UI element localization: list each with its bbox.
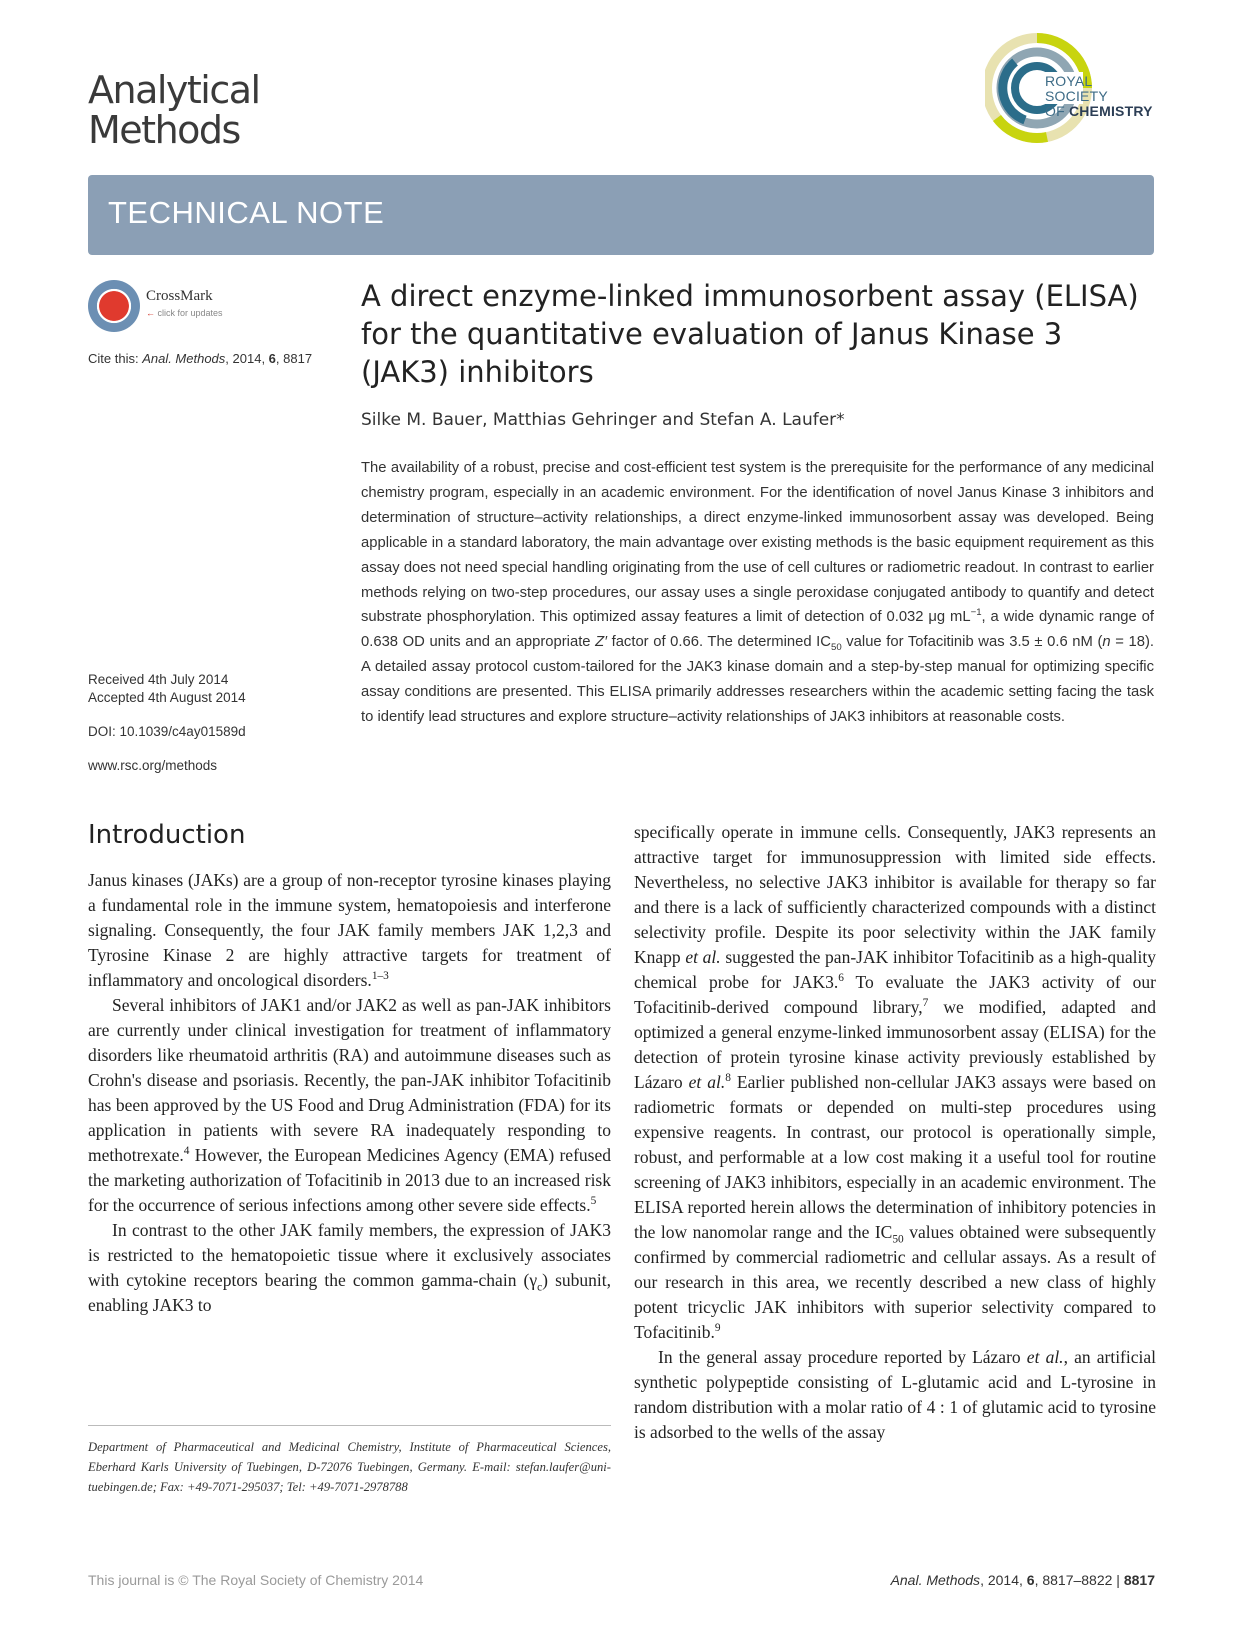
abstract-italic-n: n — [1102, 634, 1111, 651]
cite-prefix: Cite this: — [88, 351, 143, 366]
received-date: Received 4th July 2014 — [88, 672, 229, 687]
cite-year: , 2014, — [225, 351, 269, 366]
footnote-divider — [88, 1425, 611, 1426]
body-column-left — [88, 868, 611, 1318]
para-text: However, the European Medicines Agency (EMA) refused the marketing authorization of Tofacitinib in 2013 due to an increased risk for the occurrence of serious infections among other severe side effects. — [88, 1145, 611, 1215]
citation — [88, 351, 312, 366]
abstract — [361, 456, 1154, 730]
para-text: Several inhibitors of JAK1 and/or JAK2 as well as pan-JAK inhibitors are currently under clinical investigation for treatment of inflammatory disorders like rheumatoid arthritis (RA) and autoimmune diseases such as Crohn's disease and psoriasis. Recently, the pan-JAK inhibitor Tofacitinib has been approved by the US Food and Drug Administration (FDA) for its application in patients with severe RA inadequately responding to methotrexate. — [88, 995, 611, 1165]
section-heading: Introduction — [88, 820, 246, 850]
journal-title — [88, 70, 260, 150]
body-paragraph — [634, 820, 1156, 1345]
para-text: specifically operate in immune cells. Consequently, JAK3 represents an attractive target for immunosuppression with limited side effects. Nevertheless, no selective JAK3 inhibitor is available for therapy so far and there is a lack of sufficiently characterized compounds with a distinct selectivity profile. Despite its poor selectivity within the JAK family Knapp — [634, 822, 1156, 967]
subscript: 50 — [892, 1233, 904, 1246]
cite-page: , 8817 — [275, 351, 313, 366]
para-text: Earlier published non-cellular JAK3 assays were based on radiometric formats or depended on multi-step procedures using expensive reagents. In contrast, our protocol is operationally simple, robust, and performable at a low cost making it a useful tool for routine screening of JAK3 inhibitors, especially in an academic environment. The ELISA reported herein allows the determination of inhibitory potencies in the low nanomolar range and the IC — [634, 1072, 1156, 1242]
abstract-sup: −1 — [970, 607, 982, 619]
ref-citation[interactable]: 1–3 — [371, 970, 389, 983]
para-text: we modified, adapted and optimized a general enzyme-linked immunosorbent assay (ELISA) for the detection of protein tyrosine kinase activity previously established by Lázaro — [634, 997, 1156, 1092]
para-text: Janus kinases (JAKs) are a group of non-receptor tyrosine kinases playing a fundamental role in the immune system, hematopoiesis and interferone signaling. Consequently, the four JAK family members JAK 1,2,3 and Tyrosine Kinase 2 are highly attractive targets for treatment of inflammatory and oncological disorders. — [88, 870, 611, 990]
crossmark-sub — [146, 308, 223, 318]
crossmark-label: CrossMark — [146, 288, 213, 304]
para-text: In contrast to the other JAK family members, the expression of JAK3 is restricted to the hematopoietic tissue where it exclusively associates with cytokine receptors bearing the common gamma-chain (γ — [88, 1220, 611, 1290]
abstract-text-2: , a wide dynamic range of 0.638 OD units and an appropriate — [361, 609, 1154, 651]
article-type-banner — [88, 175, 1154, 255]
abstract-sub: 50 — [830, 642, 842, 654]
italic-etal: et al. — [688, 1072, 726, 1092]
ref-citation[interactable]: 5 — [590, 1195, 597, 1208]
arrow-left-icon: ← — [146, 308, 158, 318]
footer-journal: Anal. Methods — [890, 1572, 981, 1588]
abstract-italic-z: Z′ — [595, 634, 607, 651]
body-paragraph — [634, 1345, 1156, 1445]
affiliation-footnote: Department of Pharmaceutical and Medicinal Chemistry, Institute of Pharmaceutical Sciences, Eberhard Karls University of Tuebingen, D-72076 Tuebingen, Germany. E-mail: stefan.laufer@uni-tuebingen.de; Fax: +49-7071-295037; Tel: +49-7071-2978788 — [88, 1440, 611, 1494]
body-paragraph — [88, 1218, 611, 1318]
italic-etal: et al. — [685, 947, 721, 967]
crossmark-badge[interactable] — [88, 280, 248, 336]
abstract-text-5: = 18). A detailed assay protocol custom-tailored for the JAK3 kinase domain and a step-by-step manual for optimizing specific assay conditions are presented. This ELISA primarily addresses researchers within the academic setting facing the task to identify lead structures and explore structure–activity relationships of JAK3 inhibitors at reasonable costs. — [361, 634, 1154, 726]
crossmark-sub-text: click for updates — [157, 308, 223, 318]
footer-pages: , 8817–8822 — [1034, 1572, 1113, 1588]
journal-url[interactable]: www.rsc.org/methods — [88, 758, 218, 773]
author-list: Silke M. Bauer, Matthias Gehringer and Stefan A. Laufer* — [361, 410, 845, 430]
journal-title-line1: Analytical — [88, 68, 260, 112]
para-text: , an artificial synthetic polypeptide consisting of L-glutamic acid and L-tyrosine in random distribution with a molar ratio of 4 : 1 of glutamic acid to tyrosine is adsorbed to the wells of the assay — [634, 1347, 1156, 1442]
footer-year: , 2014, — [980, 1572, 1027, 1588]
accepted-date: Accepted 4th August 2014 — [88, 690, 246, 705]
cite-journal: Anal. Methods — [142, 351, 226, 366]
para-text: values obtained were subsequently confirmed by commercial radiometric and cellular assays. As a result of our research in this area, we recently described a new class of highly potent tricyclic JAK inhibitors with superior selectivity compared to Tofacitinib. — [634, 1222, 1156, 1342]
publisher-line1: ROYAL SOCIETY — [1045, 73, 1108, 104]
ref-citation[interactable]: 4 — [183, 1145, 190, 1158]
subscript: c — [537, 1281, 543, 1294]
publisher-line2-bold: CHEMISTRY — [1068, 103, 1153, 119]
publisher-line2-prefix: OF — [1045, 103, 1069, 119]
abstract-text-3: factor of 0.66. The determined IC — [606, 634, 831, 651]
page-footer — [891, 1572, 1155, 1588]
doi[interactable]: DOI: 10.1039/c4ay01589d — [88, 724, 246, 739]
article-type-label: TECHNICAL NOTE — [108, 195, 385, 230]
italic-etal: et al. — [1026, 1347, 1064, 1367]
para-text: To evaluate the JAK3 activity of our Tofacitinib-derived compound library, — [634, 972, 1156, 1017]
publisher-logo[interactable] — [985, 32, 1155, 144]
cite-volume: 6 — [268, 351, 276, 366]
publisher-line2 — [1045, 104, 1155, 119]
journal-title-line2: Methods — [88, 108, 240, 152]
body-paragraph — [88, 868, 611, 993]
footer-volume: 6 — [1026, 1572, 1035, 1588]
footer-separator: | — [1112, 1572, 1124, 1588]
ref-citation[interactable]: 6 — [838, 972, 844, 985]
para-text: suggested the pan-JAK inhibitor Tofacitinib as a high-quality chemical probe for JAK3. — [634, 947, 1156, 992]
abstract-text-4: value for Tofacitinib was 3.5 ± 0.6 nM ( — [841, 634, 1103, 651]
page-number: 8817 — [1123, 1572, 1155, 1588]
body-paragraph — [88, 993, 611, 1218]
body-column-right — [634, 820, 1156, 1445]
copyright-footer: This journal is © The Royal Society of Chemistry 2014 — [88, 1572, 424, 1588]
ref-citation[interactable]: 7 — [922, 997, 929, 1010]
publisher-name — [1045, 74, 1155, 119]
ref-citation[interactable]: 8 — [725, 1072, 731, 1085]
crossmark-icon — [88, 280, 140, 332]
article-title: A direct enzyme-linked immunosorbent assay (ELISA) for the quantitative evaluation of Janus Kinase 3 (JAK3) inhibitors — [361, 279, 1139, 389]
ref-citation[interactable]: 9 — [714, 1322, 721, 1335]
para-text: ) subunit, enabling JAK3 to — [88, 1270, 611, 1315]
abstract-text-1: The availability of a robust, precise and cost-efficient test system is the prerequisite for the performance of any medicinal chemistry program, especially in an academic environment. For the identification of novel Janus Kinase 3 inhibitors and determination of structure–activity relationships, a direct enzyme-linked immunosorbent assay was developed. Being applicable in a standard laboratory, the main advantage over existing methods is the basic equipment requirement as this assay does not need special handling originating from the use of cell cultures or radiometric readout. In contrast to earlier methods relying on two-step procedures, our assay uses a single peroxidase conjugated antibody to quantify and detect substrate phosphorylation. This optimized assay features a limit of detection of 0.032 μg mL — [361, 460, 1154, 626]
para-text: In the general assay procedure reported by Lázaro — [658, 1347, 1027, 1367]
